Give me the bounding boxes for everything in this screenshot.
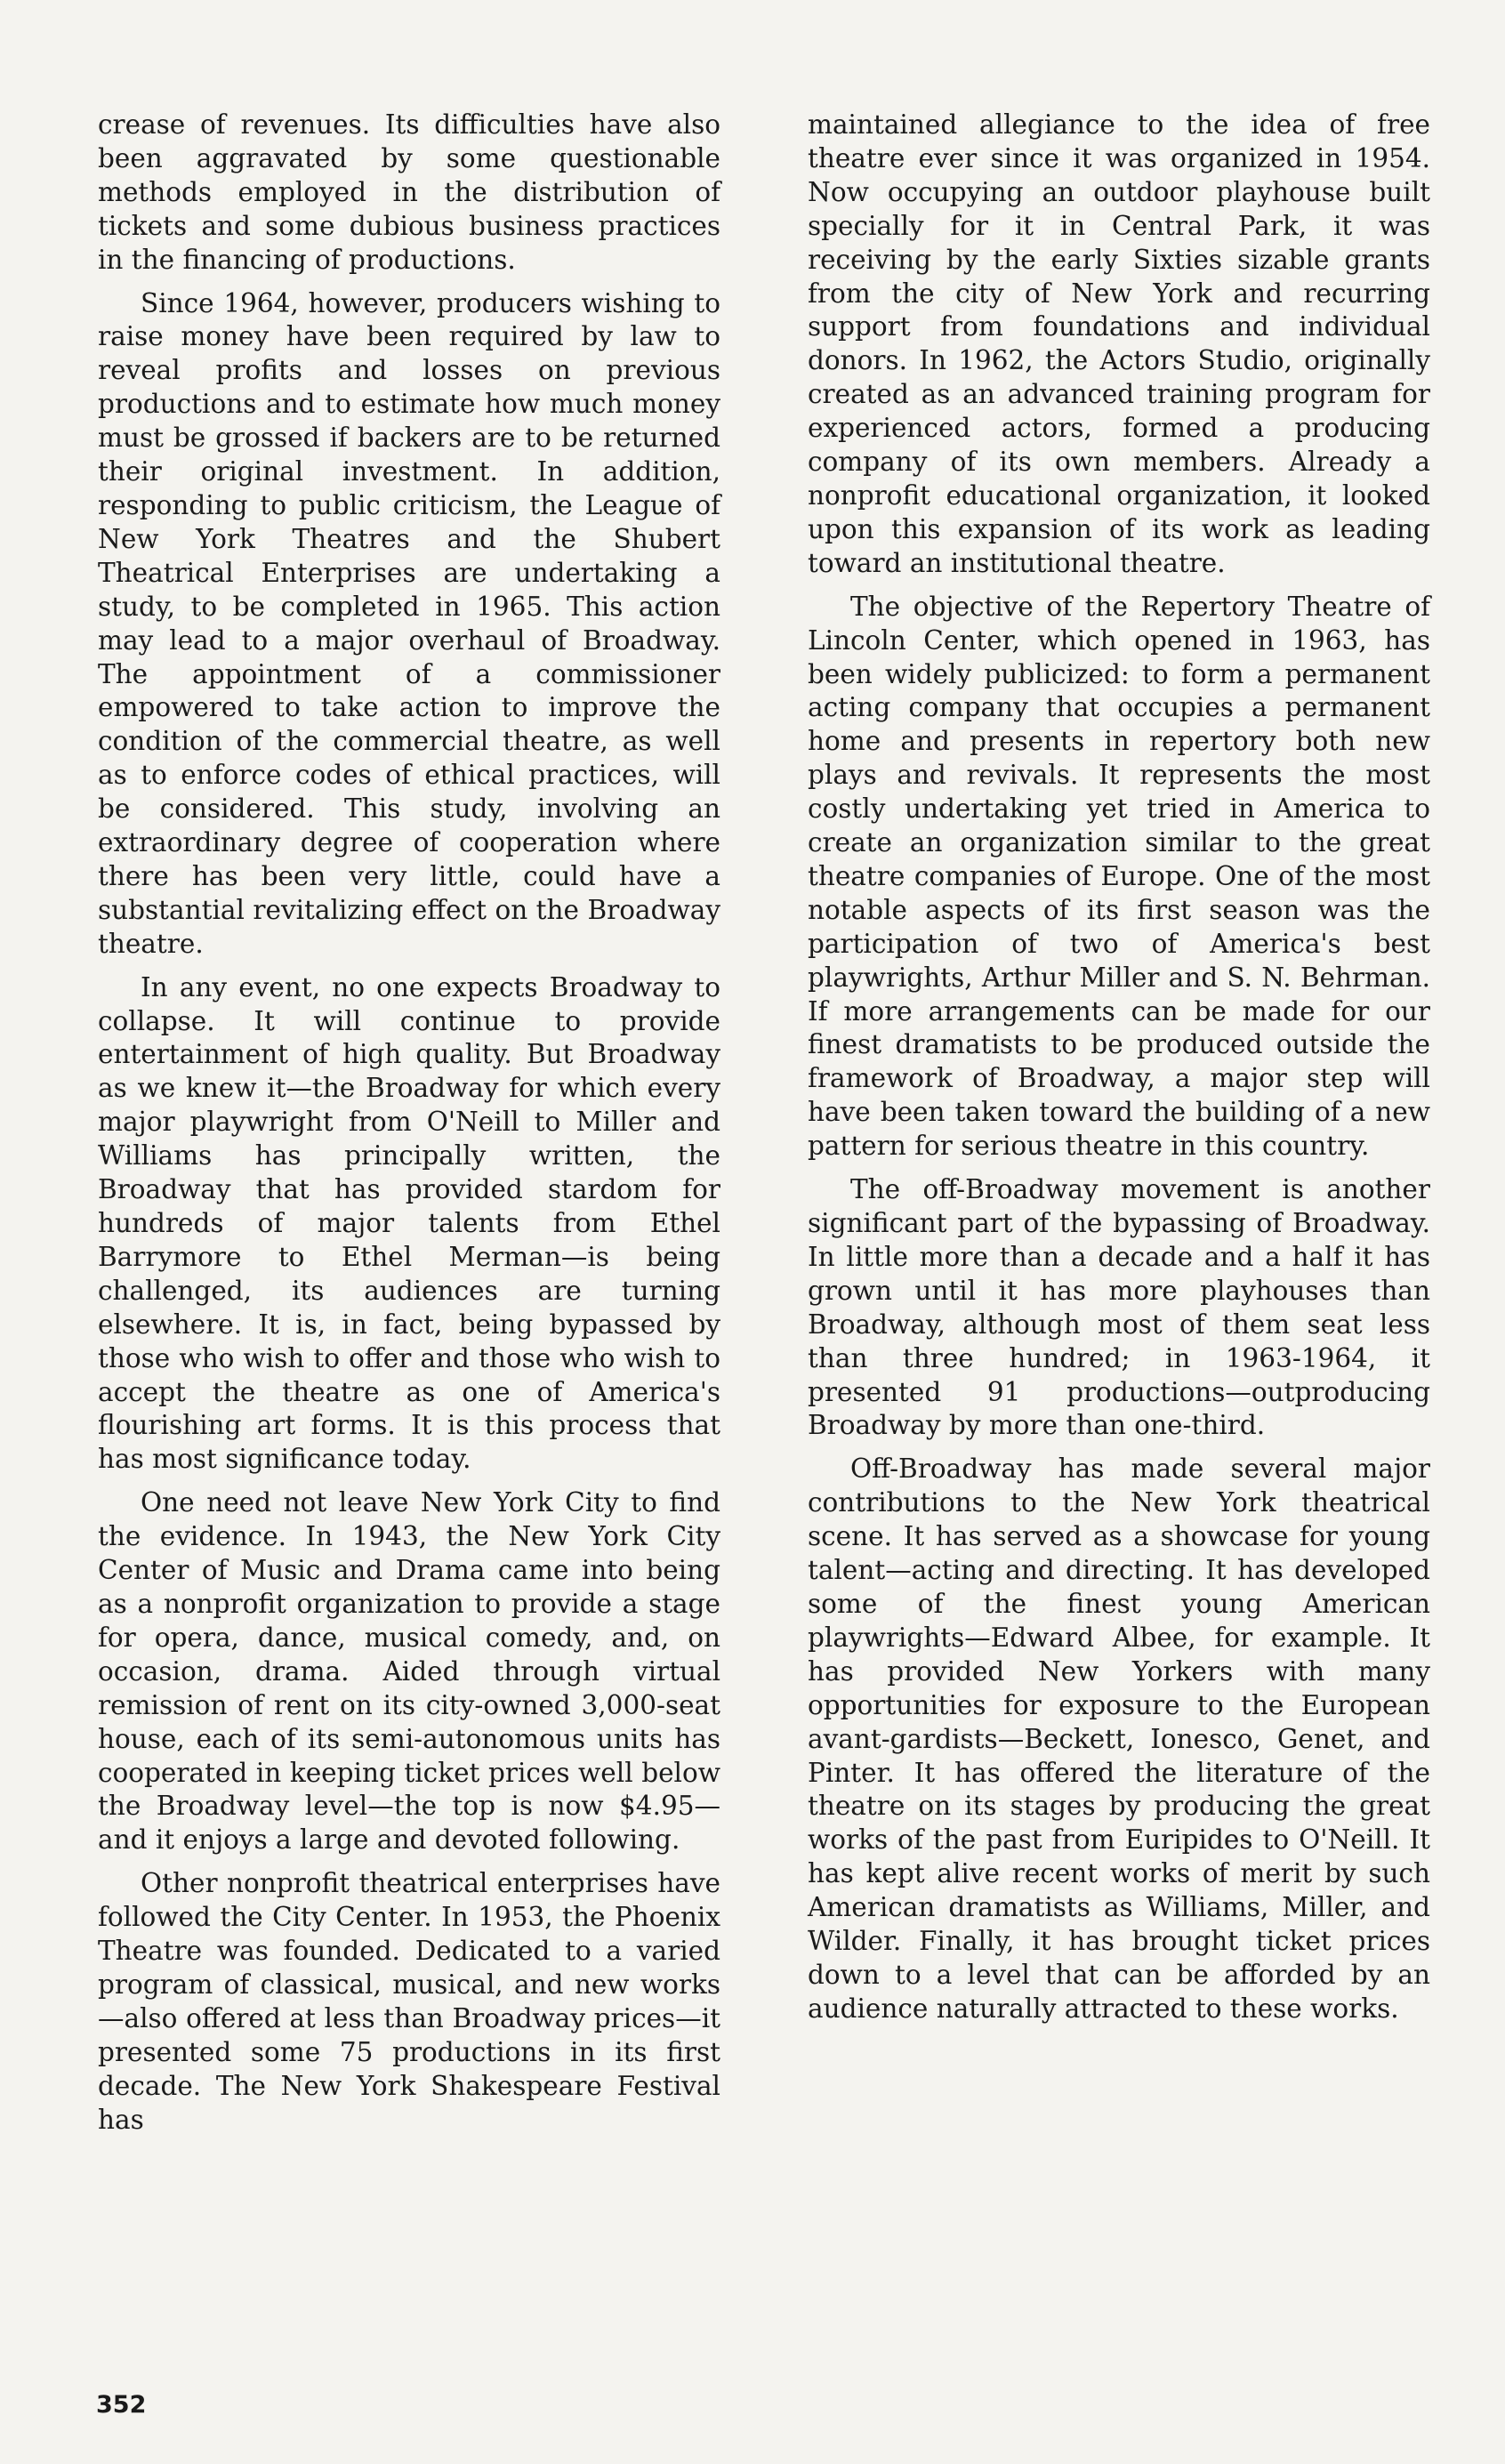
left-column [98,109,720,2146]
left-paragraph-1: crease of revenues. Its difficulties have also been aggravated by some questionable methods employed in the distribution of tickets and some dubious business practices in the financing of productions. [98,109,720,275]
left-paragraph-3: In any event, no one expects Broadway to collapse. It will continue to provide entertainment of high quality. But Broadway as we knew it—the Broadway for which every major playwright from O'Neill to Miller and Williams has principally written, the Broadway that has provided stardom for hundreds of major talents from Ethel Barrymore to Ethel Merman—is being challenged, its audiences are turning elsewhere. It is, in fact, being bypassed by those who wish to offer and those who wish to accept the theatre as one of America's flourishing art forms. It is this process that has most significance today. [98,971,720,1475]
right-paragraph-2: The objective of the Repertory Theatre of Lincoln Center, which opened in 1963, has been widely publicized: to form a permanent acting company that occupies a permanent home and presents in repertory both new plays and revivals. It represents the most costly undertaking yet tried in America to create an organization similar to the great theatre companies of Europe. One of the most notable aspects of its first season was the participation of two of America's best playwrights, Arthur Miller and S. N. Behrman. If more arrangements can be made for our finest dramatists to be produced outside the framework of Broadway, a major step will have been taken toward the building of a new pattern for serious theatre in this country. [808,591,1430,1162]
right-paragraph-3: The off-Broadway movement is another significant part of the bypassing of Broadway. In little more than a decade and a half it has grown until it has more playhouses than Broadway, although most of them seat less than three hundred; in 1963-1964, it presented 91 productions—outproducing Broadway by more than one-third. [808,1174,1430,1441]
left-paragraph-2: Since 1964, however, producers wishing to raise money have been required by law to reveal profits and losses on previous productions and to estimate how much money must be grossed if backers are to be returned their original investment. In addition, responding to public criticism, the League of New York Theatres and the Shubert Theatrical Enterprises are undertaking a study, to be completed in 1965. This action may lead to a major overhaul of Broadway. The appointment of a commissioner empowered to take action to improve the condition of the commercial theatre, as well as to enforce codes of ethical practices, will be considered. This study, involving an extraordinary degree of cooperation where there has been very little, could have a substantial revitalizing effect on the Broadway theatre. [98,287,720,959]
page-number: 352 [96,2391,147,2419]
right-paragraph-1: maintained allegiance to the idea of free theatre ever since it was organized in 1954. Now occupying an outdoor playhouse built specially for it in Central Park, it was receiving by the early Sixties sizable grants from the city of New York and recurring support from foundations and individual donors. In 1962, the Actors Studio, originally created as an advanced training program for experienced actors, formed a producing company of its own members. Already a nonprofit educational organization, it looked upon this expansion of its work as leading toward an institutional theatre. [808,109,1430,578]
right-column [808,109,1430,2036]
right-paragraph-4: Off-Broadway has made several major contributions to the New York theatrical scene. It has served as a showcase for young talent—acting and directing. It has developed some of the finest young American playwrights—Edward Albee, for example. It has provided New Yorkers with many opportunities for exposure to the European avant-gardists—Beckett, Ionesco, Genet, and Pinter. It has offered the literature of the theatre on its stages by producing the great works of the past from Euripides to O'Neill. It has kept alive recent works of merit by such American dramatists as Williams, Miller, and Wilder. Finally, it has brought ticket prices down to a level that can be afforded by an audience naturally attracted to these works. [808,1453,1430,2024]
left-paragraph-5: Other nonprofit theatrical enterprises have followed the City Center. In 1953, the Phoenix Theatre was founded. Dedicated to a varied program of classical, musical, and new works—also offered at less than Broadway prices—it presented some 75 productions in its first decade. The New York Shakespeare Festival has [98,1868,720,2135]
left-paragraph-4: One need not leave New York City to find the evidence. In 1943, the New York City Center of Music and Drama came into being as a nonprofit organization to provide a stage for opera, dance, musical comedy, and, on occasion, drama. Aided through virtual remission of rent on its city-owned 3,000-seat house, each of its semi-autonomous units has cooperated in keeping ticket prices well below the Broadway level—the top is now $4.95—and it enjoys a large and devoted following. [98,1487,720,1856]
